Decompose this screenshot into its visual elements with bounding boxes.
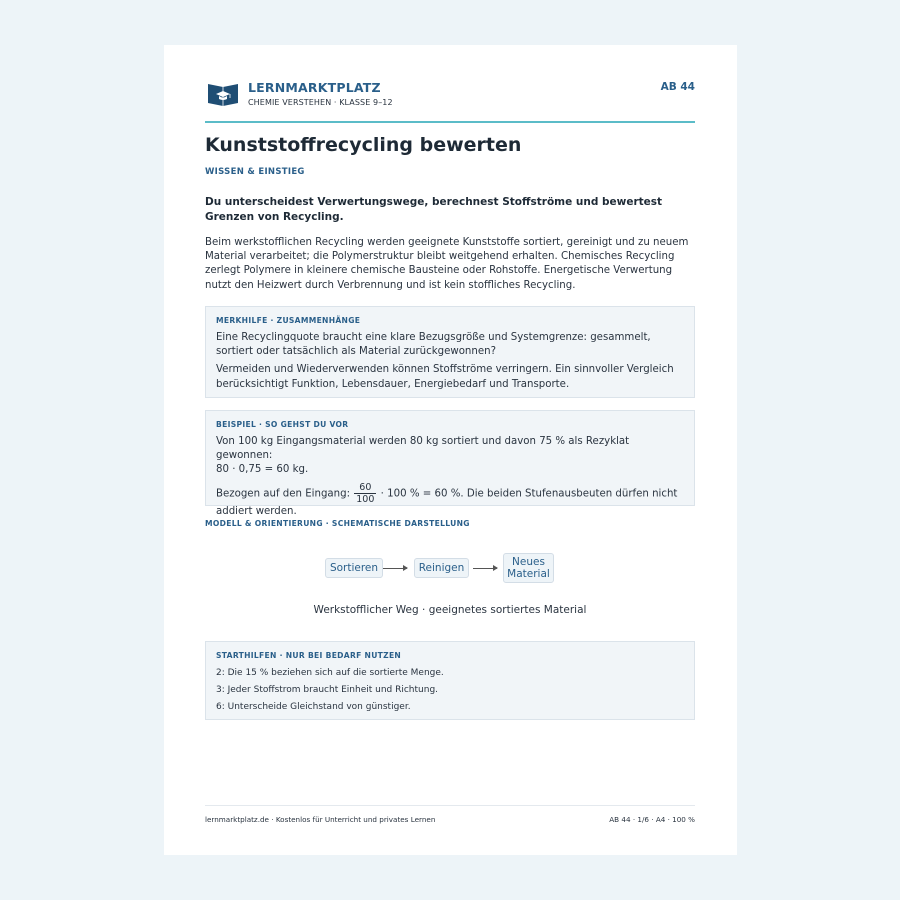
- footer-divider: [205, 805, 695, 806]
- beispiel-text: Von 100 kg Eingangsmaterial werden 80 kg sortiert und davon 75 % als Rezyklat gewonnen:: [216, 436, 630, 462]
- lead-text: Du unterscheidest Verwertungswege, berechnest Stoffströme und bewertest Grenzen von Recycling.: [205, 196, 663, 223]
- merkhilfe-paragraph: Eine Recyclingquote braucht eine klare Bezugsgröße und Systemgrenze: gesammelt, sortiert oder tatsächlich als Material zurückgewonnen?: [216, 332, 651, 358]
- beispiel-text: Bezogen auf den Eingang:: [216, 488, 351, 500]
- process-diagram: [205, 550, 695, 595]
- beispiel-formula: 80 · 0,75 = 60 kg.: [216, 464, 309, 476]
- worksheet-page: [164, 45, 737, 855]
- book-graduation-cap-icon: [207, 81, 239, 107]
- node-label: Neues: [512, 556, 545, 568]
- merkhilfe-title: MERKHILFE · ZUSAMMENHÄNGE: [216, 316, 361, 325]
- beispiel-box: [205, 410, 695, 517]
- header-divider: [205, 121, 695, 123]
- hint-item: 2: Die 15 % beziehen sich auf die sortierte Menge.: [216, 668, 444, 678]
- beispiel-paragraph: [216, 482, 684, 519]
- sheet-number: AB 44: [660, 81, 695, 93]
- footer-left: lernmarktplatz.de · Kostenlos für Unterricht und privates Lernen: [205, 815, 436, 824]
- model-title: MODELL & ORIENTIERUNG · SCHEMATISCHE DARSTELLUNG: [205, 519, 470, 528]
- beispiel-title: BEISPIEL · SO GEHST DU VOR: [216, 420, 349, 429]
- arrow-right-icon: [383, 568, 407, 569]
- merkhilfe-box: [205, 306, 695, 398]
- beispiel-text: · 100 % = 60 %. Die beiden Stufenausbeuten dürfen nicht addiert werden.: [216, 488, 678, 517]
- fraction: [354, 482, 376, 505]
- merkhilfe-paragraph: Vermeiden und Wiederverwenden können Stoffströme verringern. Ein sinnvoller Vergleich berücksichtigt Funktion, Lebensdauer, Energiebedarf und Transporte.: [216, 364, 674, 390]
- arrow-right-icon: [473, 568, 497, 569]
- fraction-numerator: 60: [354, 482, 376, 494]
- page-header: [205, 79, 695, 119]
- node-neues-material: [503, 553, 554, 583]
- node-label: Material: [507, 568, 550, 580]
- page-title: Kunststoffrecycling bewerten: [205, 134, 522, 156]
- fraction-denominator: 100: [356, 493, 375, 505]
- beispiel-paragraph: [216, 435, 684, 478]
- node-reinigen: Reinigen: [414, 558, 469, 578]
- section-kicker: WISSEN & EINSTIEG: [205, 167, 305, 177]
- starthilfen-box: [205, 641, 695, 720]
- brand-name: LERNMARKTPLATZ: [248, 80, 381, 95]
- footer-right: AB 44 · 1/6 · A4 · 100 %: [609, 815, 695, 824]
- starthilfen-title: STARTHILFEN · NUR BEI BEDARF NUTZEN: [216, 651, 402, 660]
- hint-item: 6: Unterscheide Gleichstand von günstiger.: [216, 702, 411, 712]
- intro-paragraph: Beim werkstofflichen Recycling werden geeignete Kunststoffe sortiert, gereinigt und zu neuem Material verarbeitet; die Polymerstruktur bleibt weitgehend erhalten. Chemisches Recycling zerlegt Polymere in kleinere chemische Bausteine oder Rohstoffe. Energetische Verwertung nutzt den Heizwert durch Verbrennung und ist kein stoffliches Recycling.: [205, 237, 689, 291]
- diagram-caption: Werkstofflicher Weg · geeignetes sortiertes Material: [313, 604, 587, 616]
- hint-item: 3: Jeder Stoffstrom braucht Einheit und Richtung.: [216, 685, 439, 695]
- node-sortieren: Sortieren: [325, 558, 383, 578]
- brand-subtitle: CHEMIE VERSTEHEN · KLASSE 9–12: [248, 98, 393, 107]
